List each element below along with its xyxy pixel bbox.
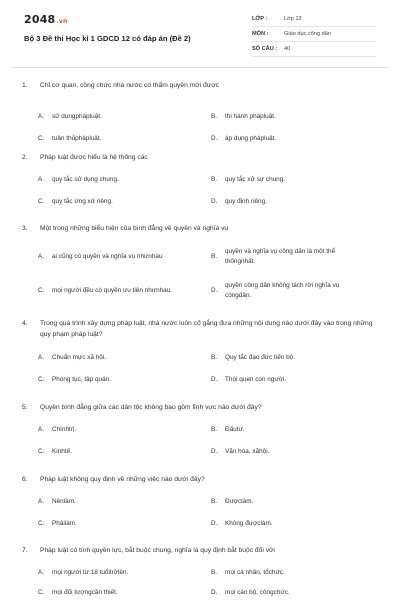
question-5 (22, 402, 382, 463)
question-1 (22, 80, 382, 141)
meta-row-count (252, 43, 376, 57)
logo-text: 2048 (24, 13, 56, 26)
question-text: Một trong những biểu hiện của bình đẳng về quyền và nghĩa vụ (40, 225, 229, 232)
options: A. Nênlàm. B. Đượclàm. C. Phảilàm. D. Không đượclàm. (38, 498, 273, 527)
meta-row-subject (252, 28, 376, 42)
question-7 (22, 545, 382, 600)
options: A. ai cũng có quyền và nghĩa vụ nhưnhau B. quyền và nghĩa vụ công dân là một thể thốngnhất. C. mọi người đều có quyền ưu tiên nhưnhau. D. quyền công dân không tách rời nghĩa vụ côngdân. (38, 248, 340, 299)
options: A. quy tắc sử dụng chung. B. quy tắc xử sự chung. C. quy tắc ứng xử riêng. D. quy định riêng. (38, 176, 286, 205)
question-text: Quyền bình đẳng giữa các dân tộc không bao gồm lĩnh vực nào dưới đây? (40, 404, 262, 411)
question-text: Chỉ cơ quan, công chức nhà nước có thẩm quyền mới được (40, 82, 219, 89)
question-number: 7. (22, 547, 28, 554)
question-number: 1. (22, 82, 28, 89)
header-divider (12, 67, 388, 68)
meta-value: Giáo dục công dân (284, 31, 331, 37)
meta-key: SỐ CÂU : (252, 46, 278, 52)
question-text: Pháp luật có tính quyền lực, bắt buộc chung, nghĩa là quy định bắt buộc đối với (40, 547, 275, 554)
meta-value: Lớp 12 (284, 16, 302, 22)
question-number: 5. (22, 404, 28, 411)
options: A. sử dụngphápluật. B. thi hành phápluật. C. tuân thủphápluật. D. áp dụng phápluật. (38, 113, 277, 142)
question-2 (22, 152, 382, 213)
site-logo[interactable] (24, 13, 67, 26)
meta-info (252, 13, 376, 58)
question-number: 2. (22, 154, 28, 161)
question-text: Pháp luật không quy định về những việc nào dưới đây? (40, 476, 205, 483)
question-3 (22, 223, 382, 314)
meta-value: 40 (284, 46, 291, 52)
question-text: Trong quá trình xây dựng pháp luật, nhà nước luôn cố gắng đưa những nội dung nào dưới đây vào trong những quy phạm pháp luật? (40, 320, 373, 338)
question-number: 3. (22, 225, 28, 232)
question-6 (22, 474, 382, 535)
document-title: Bộ 3 Đề thi Học kì 1 GDCD 12 có đáp án (Đề 2) (24, 34, 191, 43)
question-4 (22, 318, 382, 390)
logo-suffix: .vn (56, 18, 68, 25)
question-number: 4. (22, 320, 28, 327)
document-header (0, 0, 400, 66)
options: A. mọi người từ 18 tuổitrởlên. B. mọi cá nhân, tổchức. C. mọi đối tượngcần thiết. D. mọi cán bộ, côngchức. (38, 569, 290, 596)
meta-key: MÔN : (252, 31, 269, 37)
meta-row-class (252, 13, 376, 27)
meta-key: LỚP : (252, 16, 268, 22)
options: A. Chuẩn mực xã hội. B. Quy tắc đạo đức tiến bộ. C. Phong tục, tập quán. D. Thói quen con người. (38, 354, 296, 383)
question-text: Pháp luật được hiểu là hệ thống các (40, 154, 148, 161)
options: A. Chínhtrị. B. Đấutư. C. Kinhtế. D. Văn hóa, xãhội. (38, 426, 270, 455)
question-number: 6. (22, 476, 28, 483)
